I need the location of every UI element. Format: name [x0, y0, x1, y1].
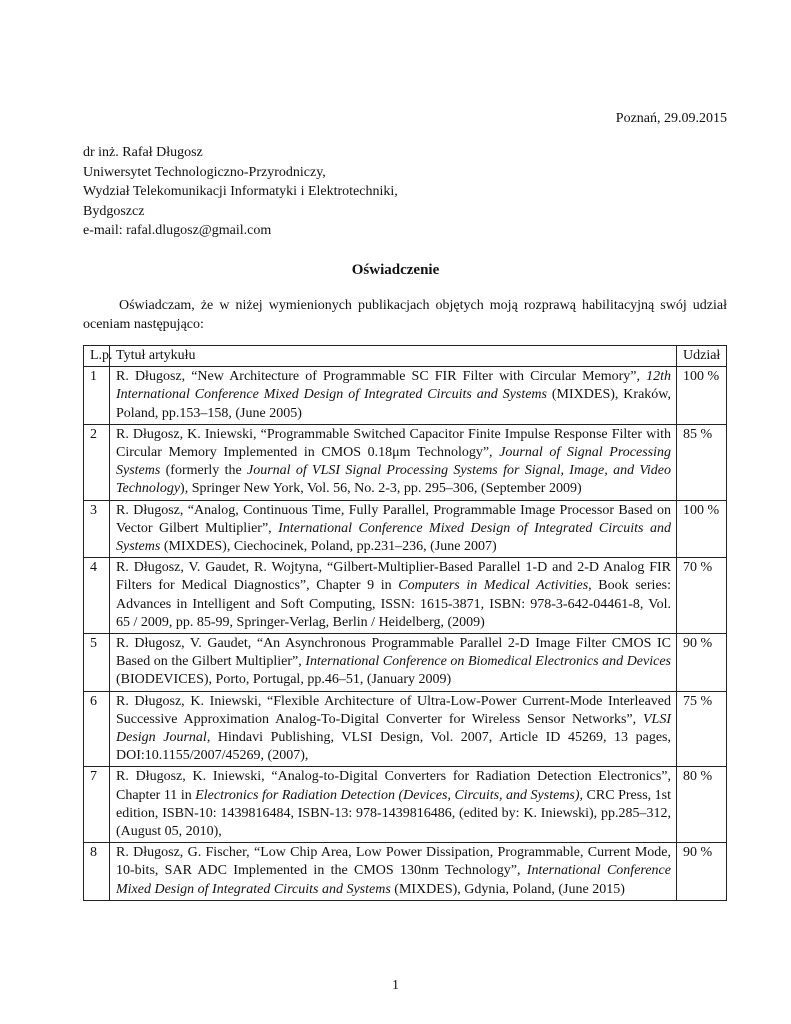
share-percent: 90 % [677, 843, 727, 901]
table-row [84, 558, 727, 634]
header-lp: L.p. [84, 346, 110, 367]
citation-text: ), Springer New York, Vol. 56, No. 2-3, pp. 295–306, (September 2009) [180, 481, 582, 497]
share-percent: 100 % [677, 500, 727, 558]
citation-text: R. Długosz, K. Iniewski, “Flexible Architecture of Ultra-Low-Power Current-Mode Interleaved Successive Approximation Analog-To-Digital Converter for Wireless Sensor Networks”, [116, 693, 671, 727]
citation-text: , CRC Press, 1st edition, ISBN-10: 1439816484, ISBN-13: 978-1439816486, (edited by: K. Iniewski), pp.285–312, (August 05, 2010), [116, 787, 671, 840]
row-number: 4 [84, 558, 110, 634]
citation-venue: Electronics for Radiation Detection (Devices, Circuits, and Systems) [195, 787, 580, 803]
citation-venue: Computers in Medical Activities [398, 578, 589, 594]
publication-citation [110, 424, 677, 500]
citation-venue: VLSI Design Journal [116, 711, 671, 746]
publication-citation [110, 634, 677, 692]
publication-citation [110, 500, 677, 558]
citation-venue: International Conference on Biomedical Electronics and Devices [305, 654, 671, 670]
share-percent: 75 % [677, 691, 727, 767]
page-number: 1 [392, 978, 399, 993]
row-number: 7 [84, 767, 110, 843]
row-number: 6 [84, 691, 110, 767]
table-row [84, 424, 727, 500]
row-number: 2 [84, 424, 110, 500]
place-date: Poznań, 29.09.2015 [615, 111, 727, 126]
table-row [84, 691, 727, 767]
citation-venue: 12th International Conference Mixed Design of Integrated Circuits and Systems [116, 369, 671, 403]
citation-text: , Book series: Advances in Intelligent and Soft Computing, ISSN: 1615-3871, ISBN: 978-3-642-04461-8, Vol. 65 / 2009, pp. 85-99, Springer-Verlag, Berlin / Heidelberg, (2009) [116, 578, 671, 630]
citation-text: R. Długosz, V. Gaudet, “An Asynchronous Programmable Parallel 2-D Image Filter CMOS IC Based on the Gilbert Multiplier”, [116, 636, 671, 670]
row-number: 8 [84, 843, 110, 901]
table-row [84, 634, 727, 692]
table-row [84, 367, 727, 425]
share-percent: 70 % [677, 558, 727, 634]
sender-email: e-mail: rafal.dlugosz@gmail.com [83, 223, 272, 238]
document-title: Oświadczenie [351, 262, 440, 278]
intro-paragraph: Oświadczam, że w niżej wymienionych publikacjach objętych moją rozprawą habilitacyjną swój udział oceniam następująco: [83, 298, 727, 332]
publication-citation [110, 558, 677, 634]
citation-text: R. Długosz, K. Iniewski, “Programmable Switched Capacitor Finite Impulse Response Filter with Circular Memory Implemented in CMOS 0.18μm Technology”, [116, 426, 671, 461]
citation-text: (MIXDES), Ciechocinek, Poland, pp.231–236, (June 2007) [160, 539, 497, 555]
row-number: 3 [84, 500, 110, 558]
table-row [84, 767, 727, 843]
sender-city: Bydgoszcz [83, 203, 145, 219]
citation-text: (formerly the [160, 463, 247, 479]
sender-name: dr inż. Rafał Długosz [83, 145, 203, 160]
sender-block [83, 143, 398, 241]
publication-citation [110, 691, 677, 767]
citation-venue: Journal of Signal Processing Systems [116, 445, 671, 479]
share-percent: 90 % [677, 634, 727, 692]
share-percent: 80 % [677, 767, 727, 843]
row-number: 5 [84, 634, 110, 692]
citation-venue: International Conference Mixed Design of Integrated Circuits and Systems [116, 520, 671, 555]
citation-text: R. Długosz, “New Architecture of Programmable SC FIR Filter with Circular Memory”, [116, 369, 647, 385]
table-row [84, 843, 727, 901]
citation-text: R. Długosz, V. Gaudet, R. Wojtyna, “Gilbert-Multiplier-Based Parallel 1-D and 2-D Analog FIR Filters for Medical Diagnostics”, Chapter 9 in [116, 560, 671, 594]
table-header-row [84, 346, 727, 367]
citation-text: (MIXDES), Kraków, Poland, pp.153–158, (June 2005) [116, 387, 671, 421]
citation-text: R. Długosz, G. Fischer, “Low Chip Area, Low Power Dissipation, Programmable, Current Mode, 10-bits, SAR ADC Implemented in the CMOS 130nm Technology”, [116, 845, 671, 879]
table-body [84, 367, 727, 901]
header-share: Udział [677, 346, 727, 367]
citation-text: R. Długosz, K. Iniewski, “Analog-to-Digital Converters for Radiation Detection Electronics”, Chapter 11 in [116, 769, 671, 803]
publication-citation [110, 843, 677, 901]
citation-text: R. Długosz, “Analog, Continuous Time, Fully Parallel, Programmable Image Processor Based on Vector Gilbert Multiplier”, [116, 502, 671, 536]
row-number: 1 [84, 367, 110, 425]
citation-text: , Hindavi Publishing, VLSI Design, Vol. 2007, Article ID 45269, 13 pages, DOI:10.1155/2007/45269, (2007), [116, 730, 672, 764]
citation-text: (MIXDES), Gdynia, Poland, (June 2015) [390, 881, 625, 897]
sender-university: Uniwersytet Technologiczno-Przyrodniczy, [83, 164, 326, 180]
share-percent: 85 % [677, 424, 727, 500]
citation-venue: International Conference Mixed Design of Integrated Circuits and Systems [116, 863, 671, 897]
citation-text: (BIODEVICES), Porto, Portugal, pp.46–51, (January 2009) [116, 672, 452, 688]
citation-venue: Journal of VLSI Signal Processing Systems for Signal, Image, and Video Technology [116, 463, 671, 497]
share-percent: 100 % [677, 367, 727, 425]
publication-citation [110, 767, 677, 843]
publication-citation [110, 367, 677, 425]
table-row [84, 500, 727, 558]
sender-faculty: Wydział Telekomunikacji Informatyki i Elektrotechniki, [83, 184, 398, 199]
header-title: Tytuł artykułu [110, 346, 677, 367]
publications-table [83, 345, 727, 901]
